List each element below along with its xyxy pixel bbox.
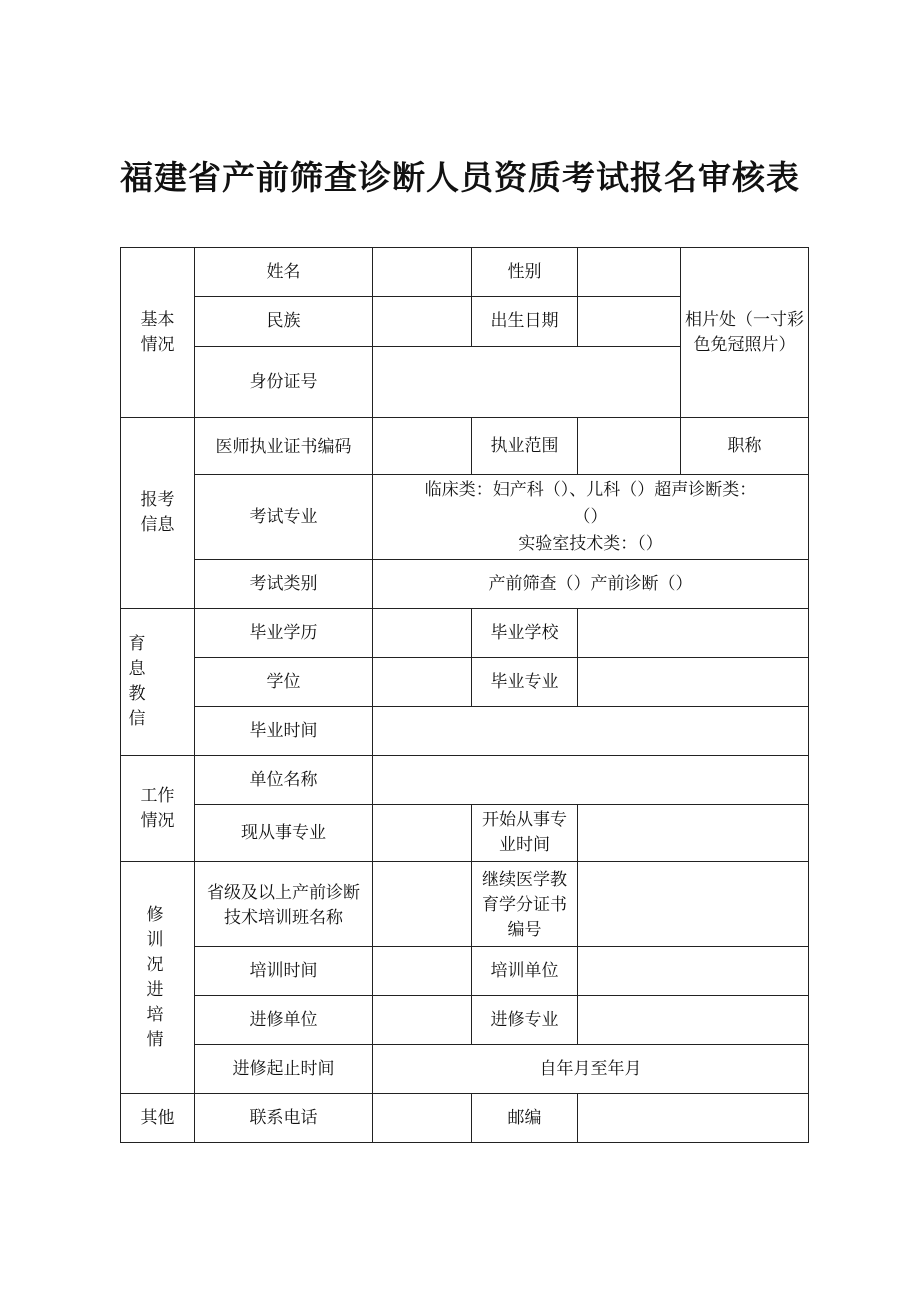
training-course-field[interactable]	[373, 862, 472, 947]
label-exam-category: 考试类别	[195, 560, 373, 609]
label-education-level: 毕业学历	[195, 609, 373, 658]
table-row	[121, 658, 809, 707]
label-title-rank: 职称	[681, 418, 809, 475]
current-major-field[interactable]	[373, 805, 472, 862]
label-grad-major: 毕业专业	[472, 658, 578, 707]
gender-field[interactable]	[578, 248, 681, 297]
photo-area: 相片处（一寸彩色免冠照片）	[681, 248, 809, 418]
table-row	[121, 609, 809, 658]
label-training-course: 省级及以上产前诊断技术培训班名称	[195, 862, 373, 947]
section-basic	[121, 248, 195, 418]
section-education	[121, 609, 195, 756]
start-time-field[interactable]	[578, 805, 809, 862]
employer-field[interactable]	[373, 756, 809, 805]
school-field[interactable]	[578, 609, 809, 658]
label-id-number: 身份证号	[195, 347, 373, 418]
id-number-field[interactable]	[373, 347, 681, 418]
section-training-label: 修 训 况 进 培 情	[146, 904, 164, 1050]
phone-field[interactable]	[373, 1094, 472, 1143]
label-advanced-major: 进修专业	[472, 996, 578, 1045]
exam-major-line-ultrasound-option[interactable]: （）	[573, 506, 608, 527]
table-row	[121, 707, 809, 756]
page-title: 福建省产前筛查诊断人员资质考试报名审核表	[120, 158, 800, 197]
section-training	[121, 862, 195, 1094]
label-degree: 学位	[195, 658, 373, 707]
section-education-label: 育 息 教 信	[128, 634, 146, 729]
birth-date-field[interactable]	[578, 297, 681, 347]
section-work	[121, 756, 195, 862]
label-start-time: 开始从事专业时间	[472, 805, 578, 862]
exam-major-line-clinical[interactable]: 临床类：妇产科（）、儿科（）超声诊断类：	[424, 479, 757, 500]
section-exam	[121, 418, 195, 609]
section-basic-label: 基本情况	[140, 309, 175, 355]
training-unit-field[interactable]	[578, 947, 809, 996]
label-birth-date: 出生日期	[472, 297, 578, 347]
section-exam-label: 报考信息	[140, 490, 175, 535]
table-row	[121, 418, 809, 475]
practice-scope-field[interactable]	[578, 418, 681, 475]
grad-time-field[interactable]	[373, 707, 809, 756]
ethnicity-field[interactable]	[373, 297, 472, 347]
advanced-major-field[interactable]	[578, 996, 809, 1045]
advanced-period-field[interactable]: 自年月至年月	[373, 1045, 809, 1094]
table-row	[121, 805, 809, 862]
table-row	[121, 862, 809, 947]
exam-major-line-lab[interactable]: 实验室技术类：（）	[518, 533, 663, 554]
label-advanced-unit: 进修单位	[195, 996, 373, 1045]
table-row	[121, 1094, 809, 1143]
license-code-field[interactable]	[373, 418, 472, 475]
training-time-field[interactable]	[373, 947, 472, 996]
advanced-unit-field[interactable]	[373, 996, 472, 1045]
grad-major-field[interactable]	[578, 658, 809, 707]
label-current-major: 现从事专业	[195, 805, 373, 862]
label-practice-scope: 执业范围	[472, 418, 578, 475]
table-row	[121, 996, 809, 1045]
cme-cert-field[interactable]	[578, 862, 809, 947]
label-grad-time: 毕业时间	[195, 707, 373, 756]
section-work-label: 工作情况	[140, 785, 175, 831]
label-training-unit: 培训单位	[472, 947, 578, 996]
label-ethnicity: 民族	[195, 297, 373, 347]
label-cme-cert: 继续医学教育学分证书编号	[472, 862, 578, 947]
name-field[interactable]	[373, 248, 472, 297]
label-employer: 单位名称	[195, 756, 373, 805]
exam-major-options	[373, 475, 809, 560]
education-level-field[interactable]	[373, 609, 472, 658]
table-row	[121, 248, 809, 297]
label-exam-major: 考试专业	[195, 475, 373, 560]
label-training-time: 培训时间	[195, 947, 373, 996]
degree-field[interactable]	[373, 658, 472, 707]
table-row	[121, 756, 809, 805]
table-row	[121, 475, 809, 560]
section-other: 其他	[121, 1094, 195, 1143]
registration-form-table	[120, 247, 809, 1143]
exam-category-options[interactable]: 产前筛查（）产前诊断（）	[373, 560, 809, 609]
table-row	[121, 1045, 809, 1094]
label-phone: 联系电话	[195, 1094, 373, 1143]
postcode-field[interactable]	[578, 1094, 809, 1143]
label-postcode: 邮编	[472, 1094, 578, 1143]
label-gender: 性别	[472, 248, 578, 297]
label-school: 毕业学校	[472, 609, 578, 658]
label-license-code: 医师执业证书编码	[195, 418, 373, 475]
table-row	[121, 947, 809, 996]
table-row	[121, 560, 809, 609]
label-name: 姓名	[195, 248, 373, 297]
label-advanced-period: 进修起止时间	[195, 1045, 373, 1094]
